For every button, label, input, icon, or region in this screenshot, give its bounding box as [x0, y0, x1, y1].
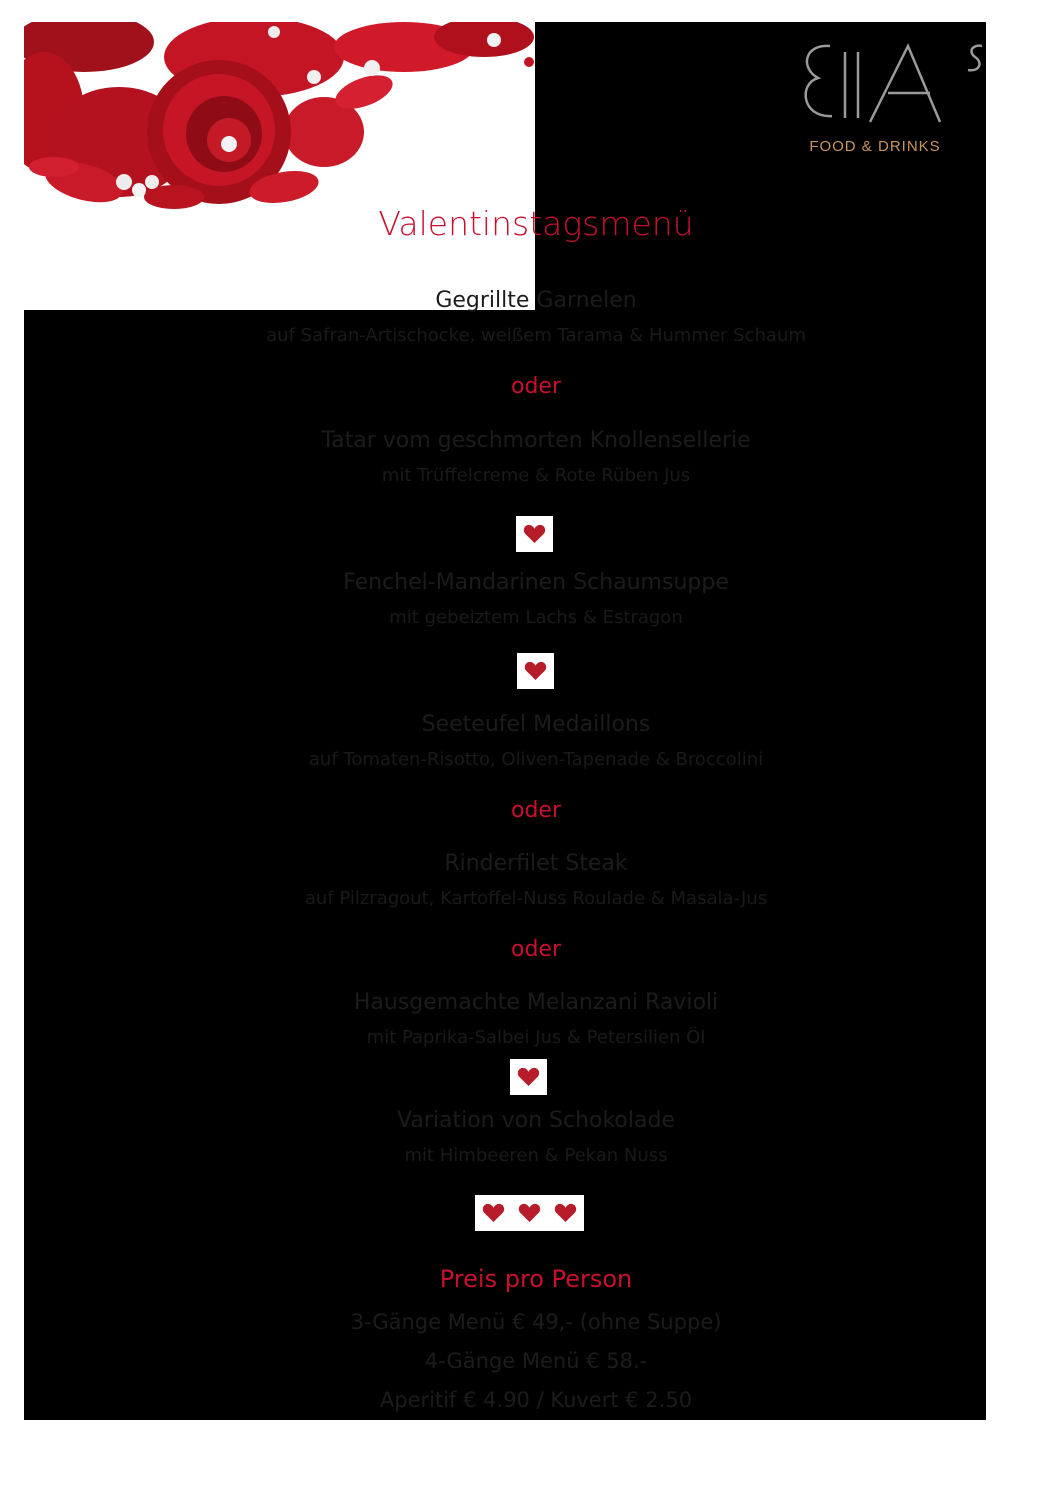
price-heading: Preis pro Person — [439, 1265, 633, 1293]
heart-divider — [475, 1195, 512, 1231]
heart-icon — [482, 1203, 505, 1223]
heart-icon — [524, 661, 547, 681]
brand-subtitle: FOOD & DRINKS — [809, 138, 941, 155]
course-name: Hausgemachte Melanzani Ravioli — [353, 990, 719, 1015]
oder-separator: oder — [510, 798, 561, 823]
course-name: Tatar vom geschmorten Knollensellerie — [321, 428, 751, 453]
oder-separator: oder — [510, 374, 561, 399]
course-description: mit gebeiztem Lachs & Estragon — [389, 607, 683, 628]
heart-divider — [517, 653, 554, 689]
course-name: Rinderfilet Steak — [444, 851, 628, 876]
course-description: auf Safran-Artischocke, weißem Tarama & Hummer Schaum — [266, 325, 806, 346]
heart-divider — [510, 1059, 547, 1095]
course-name: Variation von Schokolade — [397, 1108, 675, 1133]
course-description: mit Paprika-Salbei Jus & Petersilien Öl — [366, 1027, 706, 1048]
heart-icon — [554, 1203, 577, 1223]
course-name: Seeteufel Medaillons — [421, 712, 651, 737]
heart-icon — [523, 524, 546, 544]
heart-divider — [511, 1195, 548, 1231]
ellas-logo — [790, 38, 990, 163]
heart-divider — [547, 1195, 584, 1231]
course-name: Gegrillte Garnelen — [435, 288, 637, 313]
rose-petals-image — [24, 22, 535, 310]
course-description: mit Himbeeren & Pekan Nuss — [404, 1145, 668, 1166]
heart-icon — [518, 1203, 541, 1223]
course-name: Fenchel-Mandarinen Schaumsuppe — [343, 570, 729, 595]
rose-illustration — [24, 22, 535, 310]
heart-icon — [517, 1067, 540, 1087]
menu-title: Valentinstagsmenü — [378, 204, 694, 243]
course-description: auf Tomaten-Risotto, Oliven-Tapenade & Broccolini — [308, 749, 764, 770]
price-line: 4-Gänge Menü € 58.- — [424, 1349, 648, 1373]
course-description: auf Pilzragout, Kartoffel-Nuss Roulade & Masala-Jus — [304, 888, 768, 909]
heart-divider — [516, 516, 553, 552]
price-line: Aperitif € 4.90 / Kuvert € 2.50 — [379, 1388, 693, 1412]
price-line: 3-Gänge Menü € 49,- (ohne Suppe) — [350, 1310, 722, 1334]
course-description: mit Trüffelcreme & Rote Rüben Jus — [381, 465, 691, 486]
oder-separator: oder — [510, 937, 561, 962]
ellas-wordmark — [790, 38, 990, 138]
